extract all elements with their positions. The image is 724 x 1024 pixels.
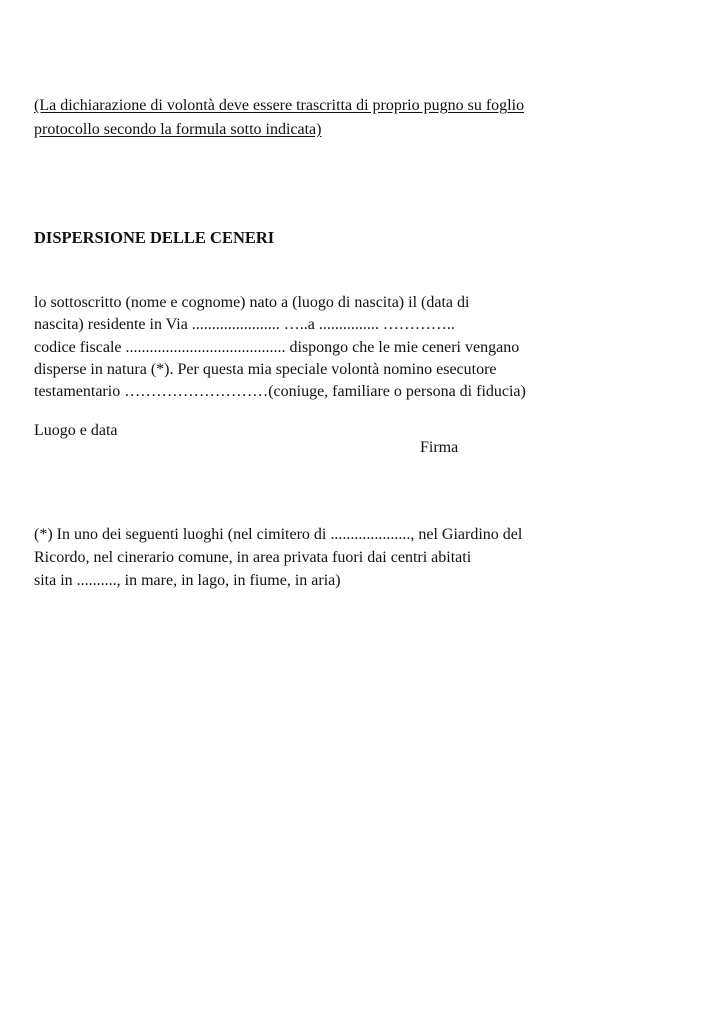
declaration-line-3: codice fiscale ........................................ dispongo che le mie ceneri vengano (34, 339, 520, 356)
signature-label: Firma (420, 439, 459, 456)
declaration-line-4: disperse in natura (*). Per questa mia speciale volontà nomino esecutore (34, 361, 497, 378)
document-title: DISPERSIONE DELLE CENERI (34, 228, 275, 247)
declaration-line-5: testamentario ………………………(coniuge, familiare o persona di fiducia) (34, 383, 526, 400)
instruction-line-1: (La dichiarazione di volontà deve essere trascritta di proprio pugno su foglio (34, 97, 525, 114)
place-date-label: Luogo e data (34, 422, 118, 439)
declaration-line-1: lo sottoscritto (nome e cognome) nato a (luogo di nascita) il (data di (34, 294, 470, 311)
footnote-line-2: Ricordo, nel cinerario comune, in area privata fuori dai centri abitati (34, 549, 472, 566)
declaration-line-2: nascita) residente in Via ...................... …..a ............... ………….. (34, 316, 455, 333)
instruction-line-2: protocollo secondo la formula sotto indicata) (34, 121, 322, 138)
footnote-line-3: sita in .........., in mare, in lago, in fiume, in aria) (34, 572, 341, 589)
footnote-line-1: (*) In uno dei seguenti luoghi (nel cimitero di ...................., nel Giardino del (34, 526, 523, 543)
